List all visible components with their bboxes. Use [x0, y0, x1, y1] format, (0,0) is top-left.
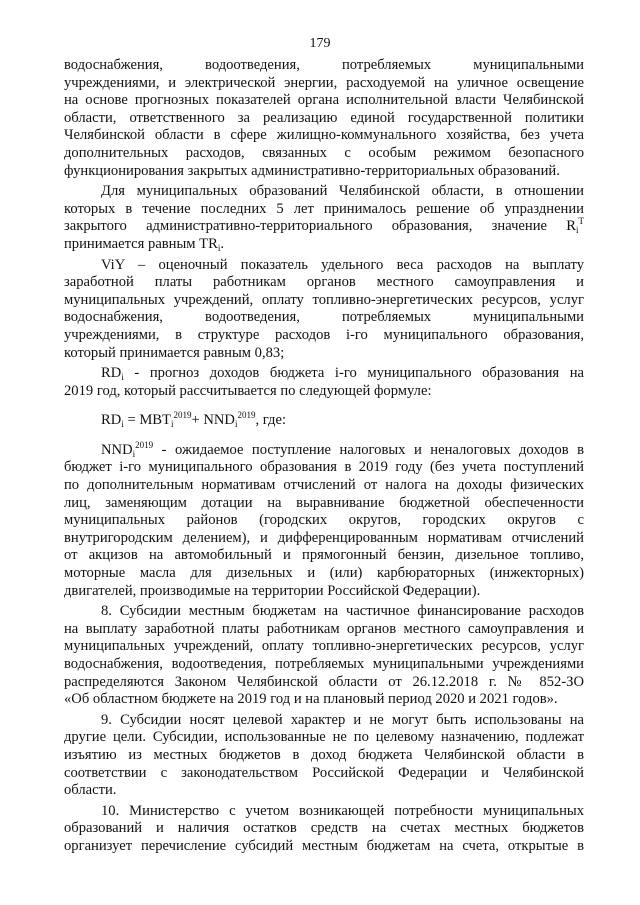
text-line: «Об областном бюджете на 2019 год и на плановый период 2020 и 2021 годов».: [64, 691, 558, 708]
text-line: Челябинской области в сфере жилищно-коммунального хозяйства, без учета: [64, 127, 584, 144]
text-line: организует перечисление субсидий местным бюджетам на счета, открытые в: [64, 837, 584, 854]
text-line: водоснабжения, водоотведения, потребляемых муниципальными: [64, 57, 584, 73]
text-line: учреждениями, в структуре расходов i-го муниципального образования,: [64, 326, 584, 343]
formula: $RD_i = MBT_i^{2019}+ NND_i^{2019}$, где:: [101, 410, 286, 430]
text-line: водоснабжения, водоотведения, потребляемых муниципальными учреждениями: [64, 656, 584, 672]
text-line: принимается равным $TR_i$.: [64, 235, 225, 253]
text-line: учреждениями, и электрической энергии, расходуемой на уличное освещение: [64, 74, 584, 91]
text-line: закрытого административно-территориального образования, значение $R_i^T$: [64, 216, 584, 236]
text-line: образований и наличия остатков средств на счетах местных бюджетов: [64, 820, 584, 837]
text-line: муниципальных районов (городских округов, городских округов с: [64, 512, 584, 529]
text-line: на основе прогнозных показателей органа исполнительной власти Челябинской: [64, 92, 584, 109]
text-line: моторные масла для дизельных и (или) карбюраторных (инжекторных): [64, 565, 584, 582]
text-line: ViY – оценочный показатель удельного веса расходов на выплату: [101, 256, 584, 273]
text-line: $RD_i$ - прогноз доходов бюджета i-го муниципального образования на: [101, 365, 584, 383]
text-line: распределяются Законом Челябинской области от 26.12.2018 г. № 852-ЗО: [64, 673, 584, 690]
text-line: внутригородским делением), и дифференцированным нормативам отчислений: [64, 529, 584, 546]
text-line: Для муниципальных образований Челябинской области, в отношении: [101, 183, 584, 200]
text-line: который принимается равным 0,83;: [64, 344, 285, 361]
text-line: 10. Министерство с учетом возникающей потребности муниципальных: [101, 802, 584, 819]
text-line: на выплату заработной платы работникам органов местного самоуправления и: [64, 620, 584, 637]
text-line: муниципальных учреждений, оплату топливно-энергетических ресурсов, услуг: [64, 291, 584, 308]
text-line: $NND_i^{2019}$ - ожидаемое поступление налоговых и неналоговых доходов в: [101, 439, 584, 459]
text-line: области, ответственного за реализацию единой государственной политики: [64, 109, 584, 126]
text-line: дополнительных расходов, связанных с особым режимом безопасного: [64, 144, 584, 161]
text-line: водоснабжения, водоотведения, потребляемых муниципальными: [64, 309, 584, 326]
text-line: соответствии с законодательством Российской Федерации и Челябинской: [64, 764, 584, 781]
text-line: по дополнительным нормативам отчислений от налога на доходы физических: [64, 477, 584, 494]
text-line: от акцизов на автомобильный и прямогонный бензин, дизельное топливо,: [64, 547, 584, 564]
text-line: 9. Субсидии носят целевой характер и не могут быть использованы на: [101, 711, 584, 728]
text-line: другие цели. Субсидии, использованные не по целевому назначению, подлежат: [64, 729, 584, 746]
text-line: которых в течение последних 5 лет принималось решение об упразднении: [64, 200, 584, 217]
document-body: [64, 57, 584, 856]
text-line: функционирования закрытых административно-территориальных образований.: [64, 162, 560, 179]
text-line: бюджет i-го муниципального образования в 2019 году (без учета поступлений: [64, 459, 584, 476]
text-line: 2019 год, который рассчитывается по следующей формуле:: [64, 382, 432, 399]
text-line: 8. Субсидии местным бюджетам на частичное финансирование расходов: [101, 603, 584, 620]
text-line: изъятию из местных бюджетов в доход бюджета Челябинской области в: [64, 746, 584, 763]
text-line: лиц, заменяющим дотации на выравнивание бюджетной обеспеченности: [64, 494, 584, 511]
page-number: 179: [309, 36, 331, 51]
text-line: заработной платы работникам органов местного самоуправления и: [64, 274, 584, 291]
text-line: муниципальных учреждений, оплату топливно-энергетических ресурсов, услуг: [64, 638, 584, 655]
text-line: области.: [64, 782, 117, 799]
text-line: двигателей, производимые на территории Российской Федерации).: [64, 582, 481, 599]
